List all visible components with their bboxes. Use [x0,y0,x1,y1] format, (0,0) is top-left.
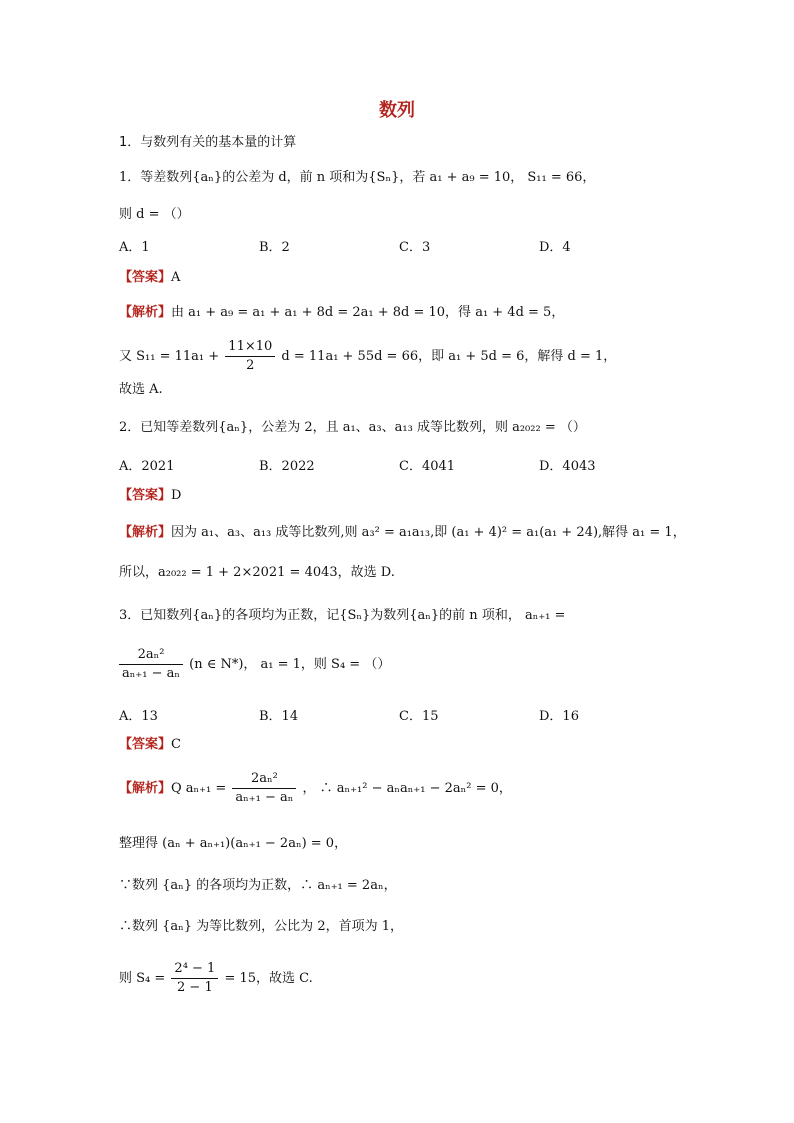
q1-answer-row [119,268,180,288]
analysis-label: 【解析】 [119,781,172,796]
q3-analysis-fraction [232,770,296,807]
fraction-denominator: 2 [246,358,255,373]
q1-stem-line2: 则 d = （） [119,207,190,222]
q3-option-a: A．13 [119,709,158,724]
section-heading: 1．与数列有关的基本量的计算 [119,135,297,150]
q1-analysis-text2-post: d = 11a₁ + 55d = 66，即 a₁ + 5d = 6，解得 d = 1， [281,349,617,364]
answer-label: 【答案】 [119,270,172,285]
q1-option-c: C．3 [399,240,431,255]
fraction-denominator: aₙ₊₁ − aₙ [235,790,294,805]
q3-answer: C [171,737,181,752]
q3-option-c: C．15 [399,709,439,724]
analysis-label: 【解析】 [119,525,172,540]
q2-answer: D [171,488,182,503]
q1-option-b: B．2 [259,240,290,255]
q2-option-a: A．2021 [119,459,175,474]
analysis-label: 【解析】 [119,305,172,320]
q3-analysis-text5-pre: 则 S₄ = [119,971,166,986]
q3-analysis-line1 [119,766,512,812]
q3-answer-row [119,735,181,755]
q3-analysis-text5-post: = 15，故选 C. [224,971,313,986]
q1-analysis-line1 [119,303,564,323]
q1-analysis-line3: 故选 A. [119,382,163,397]
q1-answer: A [171,270,181,285]
q3-analysis-line4: ∴数列 {aₙ} 为等比数列，公比为 2，首项为 1， [119,919,403,934]
fraction-numerator: 2⁴ − 1 [171,960,218,979]
q2-analysis-line1 [119,523,686,543]
fraction-denominator: aₙ₊₁ − aₙ [122,666,180,681]
page-title: 数列 [379,100,415,121]
q1-option-a: A．1 [119,240,150,255]
q3-analysis-text1-pre: Q aₙ₊₁ = [171,781,227,796]
q1-analysis-text2-pre: 又 S₁₁ = 11a₁ + [119,349,220,364]
q3-stem-line2 [119,642,390,688]
q2-analysis-line2: 所以，a₂₀₂₂ = 1 + 2×2021 = 4043，故选 D. [119,565,395,580]
q3-analysis-line2: 整理得 (aₙ + aₙ₊₁)(aₙ₊₁ − 2aₙ) = 0， [119,836,348,851]
q1-analysis-text1: 由 a₁ + a₉ = a₁ + a₁ + 8d = 2a₁ + 8d = 10，得 a₁ + 4d = 5， [171,305,565,320]
fraction-numerator: 2aₙ² [119,646,183,665]
answer-label: 【答案】 [119,488,172,503]
q3-stem-line1: 3．已知数列{aₙ}的各项均为正数，记{Sₙ}为数列{aₙ}的前 n 项和， aₙ₊₁ = [119,608,566,623]
q3-option-b: B．14 [259,709,299,724]
q3-stem-text2-post: (n ∈ N*)， a₁ = 1，则 S₄ = （） [189,657,391,672]
q3-sum-fraction [171,960,218,997]
q1-option-d: D．4 [539,240,571,255]
answer-label: 【答案】 [119,737,172,752]
q3-stem-fraction [119,646,183,683]
fraction-numerator: 2aₙ² [232,770,296,789]
q2-option-c: C．4041 [399,459,456,474]
q2-option-d: D．4043 [539,459,596,474]
q2-stem: 2．已知等差数列{aₙ}，公差为 2，且 a₁、a₃、a₁₃ 成等比数列，则 a₂₀₂₂ = （） [119,420,586,435]
q2-option-b: B．2022 [259,459,315,474]
q1-stem-line1: 1．等差数列{aₙ}的公差为 d，前 n 项和为{Sₙ}，若 a₁ + a₉ = 10， S₁₁ = 66， [119,170,596,185]
fraction-numerator: 11×10 [225,338,275,357]
q2-analysis-text1: 因为 a₁、a₃、a₁₃ 成等比数列,则 a₃² = a₁a₁₃,即 (a₁ + 4)² = a₁(a₁ + 24),解得 a₁ = 1， [171,525,686,540]
q3-analysis-text1-post: ， ∴ aₙ₊₁² − aₙaₙ₊₁ − 2aₙ² = 0， [302,781,512,796]
fraction-denominator: 2 − 1 [177,980,213,995]
q1-fraction [225,338,275,375]
q3-option-d: D．16 [539,709,579,724]
q3-analysis-line3: ∵数列 {aₙ} 的各项均为正数，∴ aₙ₊₁ = 2aₙ， [119,878,397,893]
q1-analysis-line2 [119,334,616,380]
q2-answer-row [119,486,181,506]
q3-analysis-line5 [119,956,313,1002]
